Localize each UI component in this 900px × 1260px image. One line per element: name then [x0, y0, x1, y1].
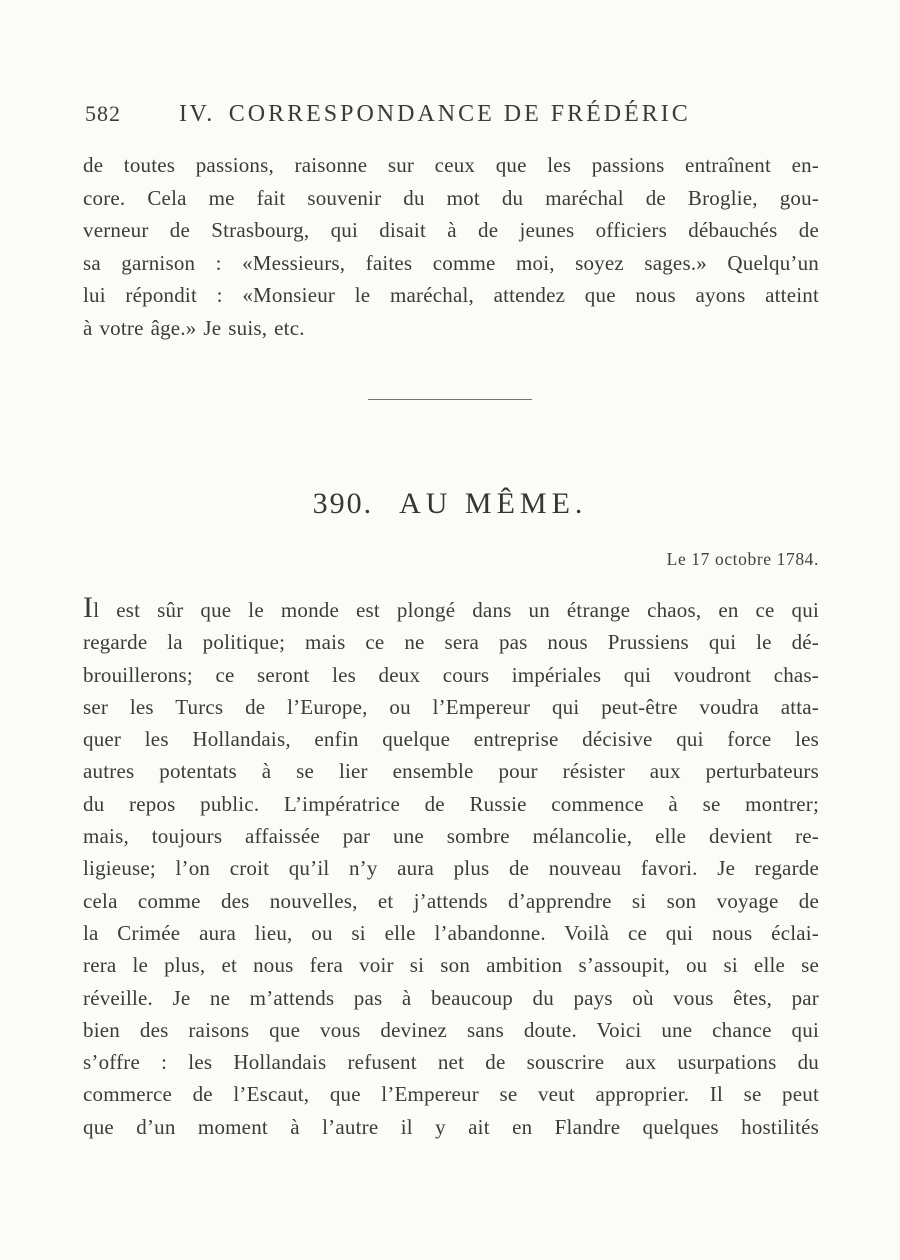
letter-number: 390. [312, 487, 374, 520]
text-line: réveille. Je ne m’attends pas à beaucoup du pays où vous êtes, par [83, 985, 819, 1010]
text-line: ligieuse; l’on croit qu’il n’y aura plus de nouveau favori. Je regarde [83, 856, 819, 881]
text-line: commerce de l’Escaut, que l’Empereur se veut approprier. Il se peut [83, 1082, 819, 1107]
text-line: quer les Hollandais, enfin quelque entreprise décisive qui force les [83, 727, 819, 752]
text-line: cela comme des nouvelles, et j’attends d’apprendre si son voyage de [83, 888, 819, 913]
previous-letter-ending [83, 149, 819, 345]
text-line: du repos public. L’impératrice de Russie commence à se montrer; [83, 791, 819, 816]
text-line: bien des raisons que vous devinez sans doute. Voici une chance qui [83, 1017, 819, 1042]
section-divider-rule [368, 399, 532, 400]
letter-title: AU MÊME. [399, 487, 588, 520]
letter-heading [0, 487, 900, 521]
text-line: verneur de Strasbourg, qui disait à de jeunes officiers débauchés de [83, 218, 819, 243]
text-line: s’offre : les Hollandais refusent net de souscrire aux usurpations du [83, 1050, 819, 1075]
text-line: ser les Turcs de l’Europe, ou l’Empereur qui peut-être voudra atta- [83, 694, 819, 719]
text-line: de toutes passions, raisonne sur ceux que les passions entraînent en- [83, 153, 819, 177]
text-line: autres potentats à se lier ensemble pour résister aux perturbateurs [83, 759, 819, 784]
text-line: brouillerons; ce seront les deux cours impériales qui voudront chas- [83, 662, 819, 687]
header-title: CORRESPONDANCE DE FRÉDÉRIC [228, 101, 691, 127]
text-line: sa garnison : «Messieurs, faites comme moi, soyez sages.» Quelqu’un [83, 250, 819, 275]
text-line: à votre âge.» Je suis, etc. [83, 315, 305, 340]
running-header [85, 101, 820, 128]
letter-body [83, 593, 819, 1143]
text-line: core. Cela me fait souvenir du mot du maréchal de Broglie, gou- [83, 185, 819, 210]
page-number: 582 [85, 101, 121, 126]
text-line: lui répondit : «Monsieur le maréchal, attendez que nous ayons atteint [83, 283, 819, 308]
text-line: Il est sûr que le monde est plongé dans un étrange chaos, en ce qui [83, 591, 819, 624]
letter-date: Le 17 octobre 1784. [666, 549, 819, 569]
header-section-number: IV. [179, 101, 215, 127]
text-line: rera le plus, et nous fera voir si son ambition s’assoupit, ou si elle se [83, 953, 819, 978]
text-line: mais, toujours affaissée par une sombre mélancolie, elle devient re- [83, 824, 819, 849]
text-line: la Crimée aura lieu, ou si elle l’abandonne. Voilà ce qui nous éclai- [83, 920, 819, 945]
text-line: que d’un moment à l’autre il y ait en Flandre quelques hostilités [83, 1114, 819, 1139]
text-line: regarde la politique; mais ce ne sera pas nous Prussiens qui le dé- [83, 630, 819, 655]
